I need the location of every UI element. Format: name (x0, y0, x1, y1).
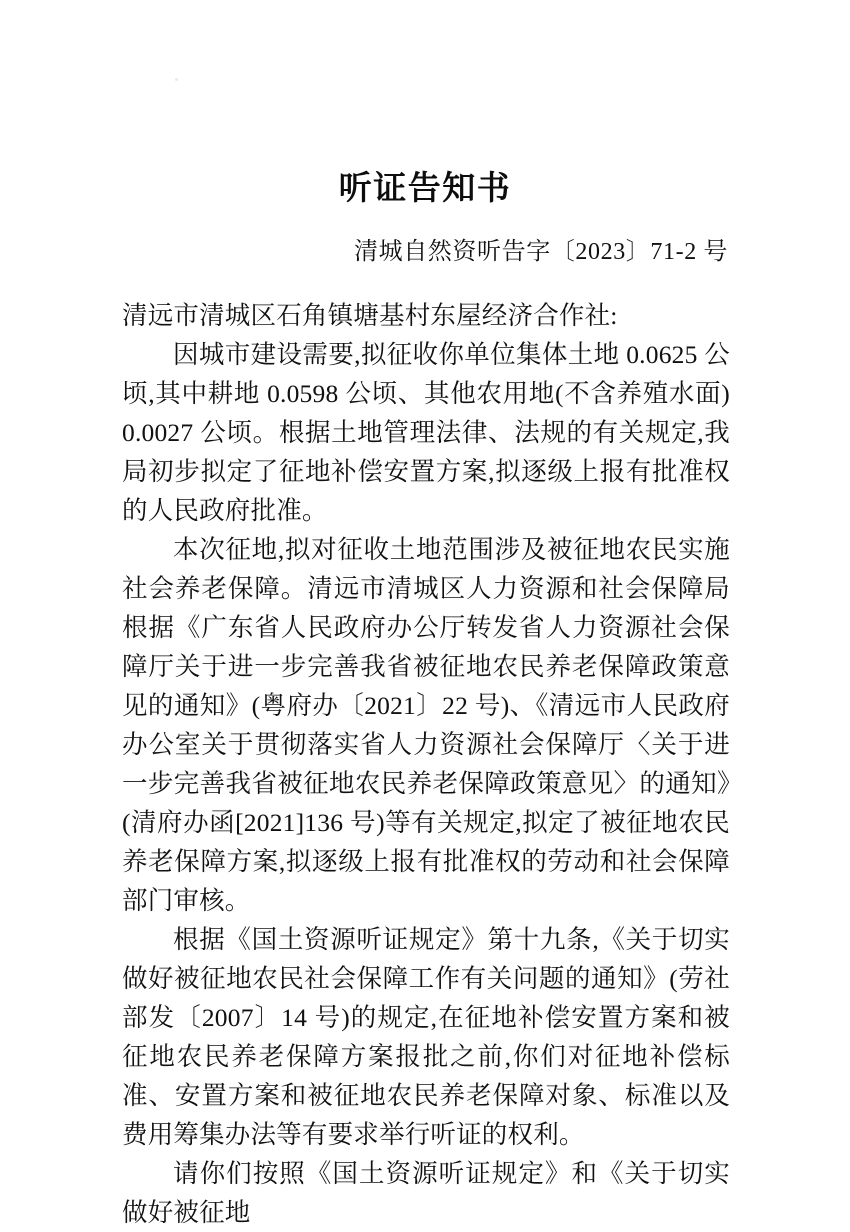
addressee-line: 清远市清城区石角镇塘基村东屋经济合作社: (122, 301, 618, 330)
document-serial-number: 清城自然资听告字〔2023〕71-2 号 (354, 239, 728, 265)
document-body (122, 296, 730, 1232)
body-paragraph-4: 请你们按照《国土资源听证规定》和《关于切实做好被征地 (122, 1159, 730, 1227)
body-paragraph-3: 根据《国土资源听证规定》第十九条,《关于切实做好被征地农民社会保障工作有关问题的通知》(劳社部发〔2007〕14 号)的规定,在征地补偿安置方案和被征地农民养老保障方案报批之前,你们对征地补偿标准、安置方案和被征地农民养老保障对象、标准以及费用筹集办法等有要求举行听证的权利。 (122, 925, 730, 1149)
body-paragraph-1: 因城市建设需要,拟征收你单位集体土地 0.0625 公顷,其中耕地 0.0598 公顷、其他农用地(不含养殖水面)0.0027 公顷。根据土地管理法律、法规的有关规定,我局初步拟定了征地补偿安置方案,拟逐级上报有批准权的人民政府批准。 (122, 340, 730, 525)
scan-speck (175, 78, 178, 81)
body-paragraph-2: 本次征地,拟对征收土地范围涉及被征地农民实施社会养老保障。清远市清城区人力资源和社会保障局根据《广东省人民政府办公厅转发省人力资源社会保障厅关于进一步完善我省被征地农民养老保障政策意见的通知》(粤府办〔2021〕22 号)、《清远市人民政府办公室关于贯彻落实省人力资源社会保障厅〈关于进一步完善我省被征地农民养老保障政策意见〉的通知》(清府办函[2021]136 号)等有关规定,拟定了被征地农民养老保障方案,拟逐级上报有批准权的劳动和社会保障部门审核。 (122, 535, 730, 915)
page-title: 听证告知书 (338, 169, 512, 206)
